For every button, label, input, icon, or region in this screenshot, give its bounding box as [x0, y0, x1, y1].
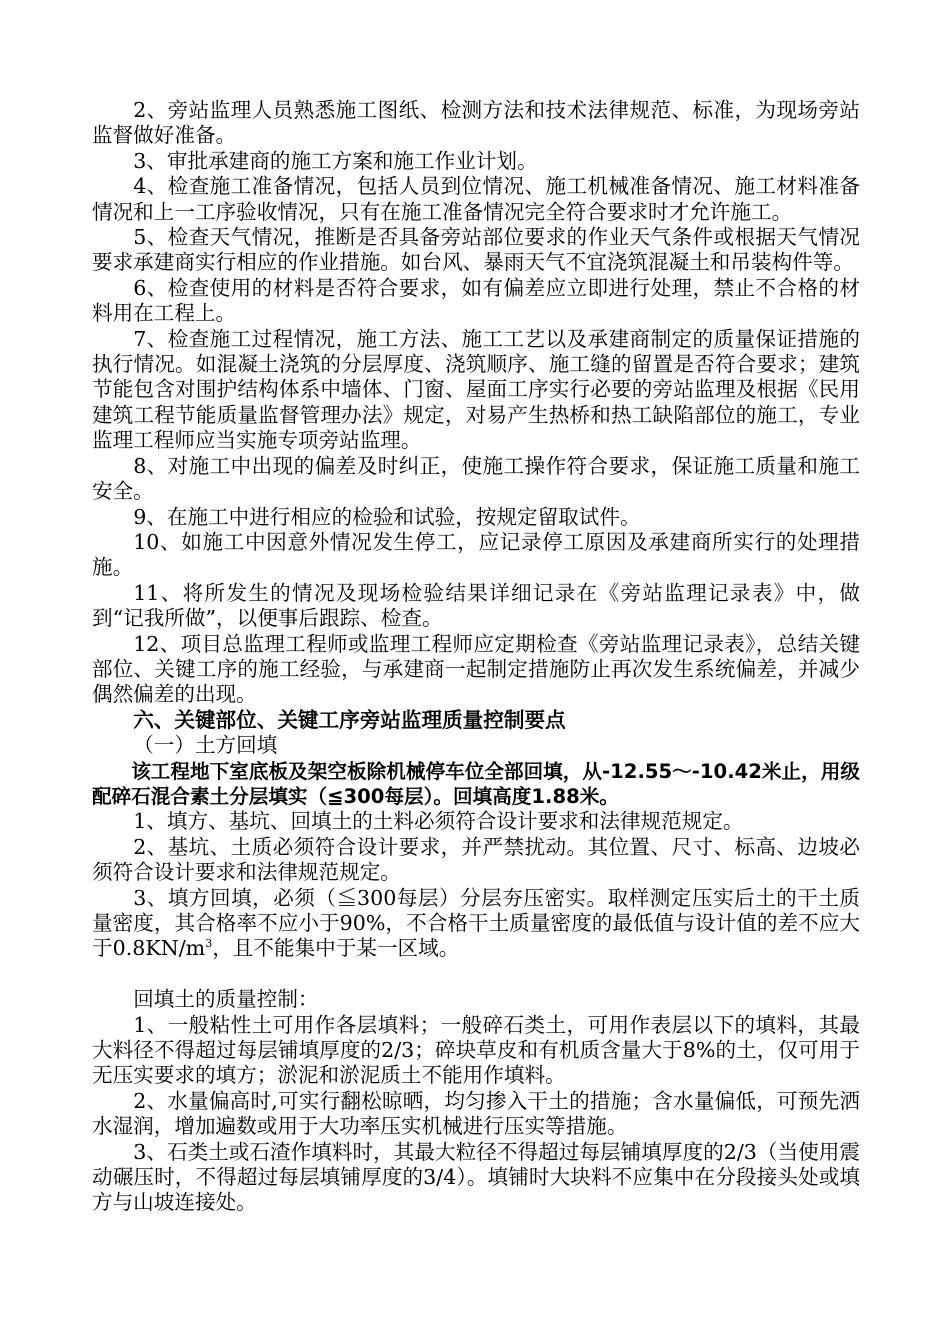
paragraph-item-5: 5、检查天气情况，推断是否具备旁站部位要求的作业天气条件或根据天气情况要求承建商实行相应的作业措施。如台风、暴雨天气不宜浇筑混凝土和吊装构件等。	[92, 225, 860, 275]
paragraph-item-4: 4、检查施工准备情况，包括人员到位情况、施工机械准备情况、施工材料准备情况和上一工序验收情况，只有在施工准备情况完全符合要求时才允许施工。	[92, 174, 860, 224]
document-page	[92, 98, 860, 1216]
earth-item-2: 2、基坑、土质必须符合设计要求，并严禁扰动。其位置、尺寸、标高、边坡必须符合设计要求和法律规范规定。	[92, 834, 860, 885]
paragraph-item-9: 9、在施工中进行相应的检验和试验，按规定留取试件。	[133, 504, 641, 529]
paragraph-item-10: 10、如施工中因意外情况发生停工，应记录停工原因及承建商所实行的处理措施。	[92, 529, 860, 580]
subsection-heading: （一）土方回填	[133, 733, 278, 758]
paragraph-item-11: 11、将所发生的情况及现场检验结果详细记录在《旁站监理记录表》中，做到“记我所做”，以便事后跟踪、检查。	[92, 580, 860, 631]
blank-line	[92, 962, 860, 987]
unit-superscript: 3	[205, 937, 213, 951]
quality-item-3: 3、石类土或石渣作填料时，其最大粒径不得超过每层铺填厚度的2/3（当使用震动碾压时，不得超过每层填铺厚度的3/4）。填铺时大块料不应集中在分段接头处或填方与山坡连接处。	[92, 1139, 860, 1215]
earth-item-1: 1、填方、基坑、回填土的土料必须符合设计要求和法律规范规定。	[133, 809, 744, 834]
earth-item-3-text: 3、填方回填，必须（≦300每层）分层夯压密实。取样测定压实后土的干土质量密度，其合格率不应小于90%，不合格干土质量密度的最低值与设计值的差不应大于0.8KN/m	[92, 885, 860, 961]
paragraph-item-3: 3、审批承建商的施工方案和施工作业计划。	[133, 148, 538, 173]
earth-item-3	[92, 886, 860, 962]
paragraph-item-7: 7、检查施工过程情况，施工方法、施工工艺以及承建商制定的质量保证措施的执行情况。如混凝土浇筑的分层厚度、浇筑顺序、施工缝的留置是否符合要求；建筑节能包含对围护结构体系中墙体、门窗、屋面工序实行必要的旁站监理及根据《民用建筑工程节能质量监督管理办法》规定，对易产生热桥和热工缺陷部位的施工，专业监理工程师应当实施专项旁站监理。	[92, 326, 860, 453]
paragraph-item-8: 8、对施工中出现的偏差及时纠正，使施工操作符合要求，保证施工质量和施工安全。	[92, 453, 860, 504]
quality-item-1: 1、一般粘性土可用作各层填料；一般碎石类土，可用作表层以下的填料，其最大料径不得超过每层铺填厚度的2/3；碎块草皮和有机质含量大于8%的土，仅可用于无压实要求的填方；淤泥和淤泥质土不能用作填料。	[92, 1012, 860, 1088]
earth-item-3-tail: ，且不能集中于某一区域。	[212, 936, 460, 961]
paragraph-item-2: 2、旁站监理人员熟悉施工图纸、检测方法和技术法律规范、标准，为现场旁站监督做好准备。	[92, 98, 860, 148]
project-fill-description: 该工程地下室底板及架空板除机械停车位全部回填，从-12.55～-10.42米止，用级配碎石混合素土分层填实（≦300每层）。回填高度1.88米。	[92, 759, 860, 808]
quality-control-title: 回填土的质量控制：	[133, 987, 319, 1012]
paragraph-item-6: 6、检查使用的材料是否符合要求，如有偏差应立即进行处理，禁止不合格的材料用在工程上。	[92, 275, 860, 326]
section-heading: 六、关键部位、关键工序旁站监理质量控制要点	[133, 707, 566, 732]
paragraph-item-12: 12、项目总监理工程师或监理工程师应定期检查《旁站监理记录表》，总结关键部位、关键工序的施工经验，与承建商一起制定措施防止再次发生系统偏差，并减少偶然偏差的出现。	[92, 631, 860, 707]
quality-item-2: 2、水量偏高时,可实行翻松晾晒，均匀掺入干土的措施；含水量偏低，可预先洒水湿润，增加遍数或用于大功率压实机械进行压实等措施。	[92, 1088, 860, 1139]
